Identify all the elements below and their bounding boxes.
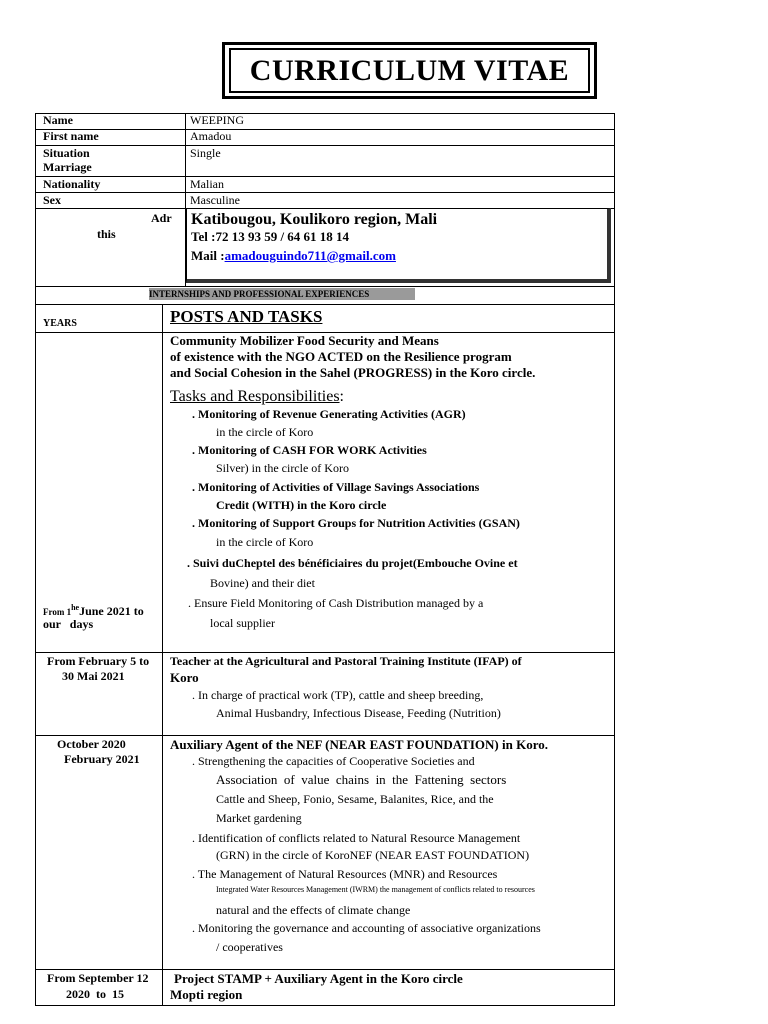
- name-label: Name: [43, 113, 73, 127]
- period: October 2020: [57, 737, 126, 751]
- task-item: natural and the effects of climate change: [216, 903, 411, 917]
- section-title: INTERNSHIPS AND PROFESSIONAL EXPERIENCES: [149, 289, 370, 299]
- task-item: . Identification of conflicts related to Natural Resource Management: [192, 831, 521, 845]
- job-title: [170, 333, 610, 381]
- period-from: From 1: [43, 607, 72, 617]
- table-border-bottom: [35, 1005, 614, 1006]
- address-label-2: this: [97, 227, 116, 241]
- situation-label: Situation: [43, 146, 90, 160]
- period-line-2: our days: [43, 617, 94, 631]
- row-divider: [35, 652, 614, 653]
- row-divider: [35, 735, 614, 736]
- sex-value: Masculine: [190, 193, 240, 207]
- years-header: YEARS: [43, 318, 77, 329]
- task-item: Market gardening: [216, 811, 302, 825]
- task-item: . The Management of Natural Resources (MNR) and Resources: [192, 867, 498, 881]
- mail-line: [191, 248, 396, 264]
- job-title-line: Mopti region: [170, 987, 243, 1002]
- job-title-line: of existence with the NGO ACTED on the Resilience program: [170, 349, 512, 364]
- table-border-right: [614, 304, 615, 1006]
- row-divider: [35, 304, 614, 305]
- job-title-line: Project STAMP + Auxiliary Agent in the Koro circle: [174, 971, 463, 986]
- phone-line: Tel :72 13 93 59 / 64 61 18 14: [191, 229, 350, 244]
- name-value: WEEPING: [190, 113, 244, 127]
- table-border-left: [35, 304, 36, 1006]
- period: From February 5 to: [47, 654, 150, 668]
- period-sup: he: [71, 603, 80, 612]
- table-border-top: [35, 113, 614, 114]
- task-item: . Monitoring of CASH FOR WORK Activities: [192, 443, 427, 457]
- address-label: Adr: [151, 211, 172, 225]
- task-item: (GRN) in the circle of KoroNEF (NEAR EAST FOUNDATION): [216, 848, 530, 862]
- task-item: . Monitoring of Support Groups for Nutrition Activities (GSAN): [192, 516, 520, 530]
- mail-prefix: Mail :: [191, 248, 225, 263]
- job-title-line: Teacher at the Agricultural and Pastoral Training Institute (IFAP) of: [170, 654, 522, 668]
- task-item: in the circle of Koro: [216, 535, 314, 549]
- task-item: . Ensure Field Monitoring of Cash Distribution managed by a: [188, 596, 484, 610]
- task-item: local supplier: [210, 616, 275, 630]
- period-rest: June 2021 to: [79, 604, 144, 618]
- address-line: Katibougou, Koulikoro region, Mali: [191, 211, 438, 228]
- situation-label-2: Marriage: [43, 160, 92, 174]
- task-item: Cattle and Sheep, Fonio, Sesame, Balanites, Rice, and the: [216, 792, 494, 806]
- sex-label: Sex: [43, 193, 61, 207]
- page-title: CURRICULUM VITAE: [229, 48, 590, 93]
- task-item: . Monitoring of Activities of Village Savings Associations: [192, 480, 480, 494]
- task-item: Association of value chains in the Fattening sectors: [216, 772, 507, 787]
- tasks-heading-colon: :: [339, 388, 344, 405]
- task-item: in the circle of Koro: [216, 425, 314, 439]
- task-item: Credit (WITH) in the Koro circle: [216, 498, 387, 512]
- task-item: . Suivi duCheptel des bénéficiaires du projet(Embouche Ovine et: [187, 556, 518, 570]
- period: From September 12: [47, 971, 149, 985]
- task-item: Bovine) and their diet: [210, 576, 315, 590]
- task-item: Animal Husbandry, Infectious Disease, Feeding (Nutrition): [216, 706, 501, 720]
- tasks-heading: [170, 387, 344, 406]
- nationality-label: Nationality: [43, 177, 101, 191]
- email-link[interactable]: amadouguindo711@gmail.com: [224, 248, 396, 263]
- job-title-line: Koro: [170, 670, 199, 685]
- column-divider: [162, 304, 163, 1006]
- period-line-2: February 2021: [64, 752, 140, 766]
- row-divider: [35, 145, 614, 146]
- period-line-2: 2020 to 15: [66, 987, 124, 1001]
- firstname-label: First name: [43, 129, 99, 143]
- tasks-heading-text: Tasks and Responsibilities: [170, 388, 340, 405]
- task-item: . Monitoring the governance and accounting of associative organizations: [192, 921, 541, 935]
- row-divider: [35, 192, 614, 193]
- situation-value: Single: [190, 146, 221, 160]
- table-border-right: [614, 113, 615, 305]
- posts-header: POSTS AND TASKS: [170, 307, 323, 326]
- row-divider: [35, 176, 614, 177]
- task-item: . Strengthening the capacities of Cooperative Societies and: [192, 754, 475, 768]
- nationality-value: Malian: [190, 177, 224, 191]
- row-divider: [35, 129, 614, 130]
- task-item: . In charge of practical work (TP), cattle and sheep breeding,: [192, 688, 484, 702]
- firstname-value: Amadou: [190, 129, 232, 143]
- period-line-2: 30 Mai 2021: [62, 669, 125, 683]
- task-item: Integrated Water Resources Management (IWRM) the management of conflicts related to resources: [216, 885, 535, 894]
- row-divider: [35, 286, 614, 287]
- job-title-line: and Social Cohesion in the Sahel (PROGRESS) in the Koro circle.: [170, 365, 536, 380]
- task-item: Silver) in the circle of Koro: [216, 461, 349, 475]
- row-divider: [35, 969, 614, 970]
- task-item: . Monitoring of Revenue Generating Activities (AGR): [192, 407, 466, 421]
- job-title-line: Community Mobilizer Food Security and Means: [170, 333, 439, 348]
- task-item: / cooperatives: [216, 940, 283, 954]
- job-title-line: Auxiliary Agent of the NEF (NEAR EAST FOUNDATION) in Koro.: [170, 737, 548, 752]
- table-border-left: [35, 113, 36, 305]
